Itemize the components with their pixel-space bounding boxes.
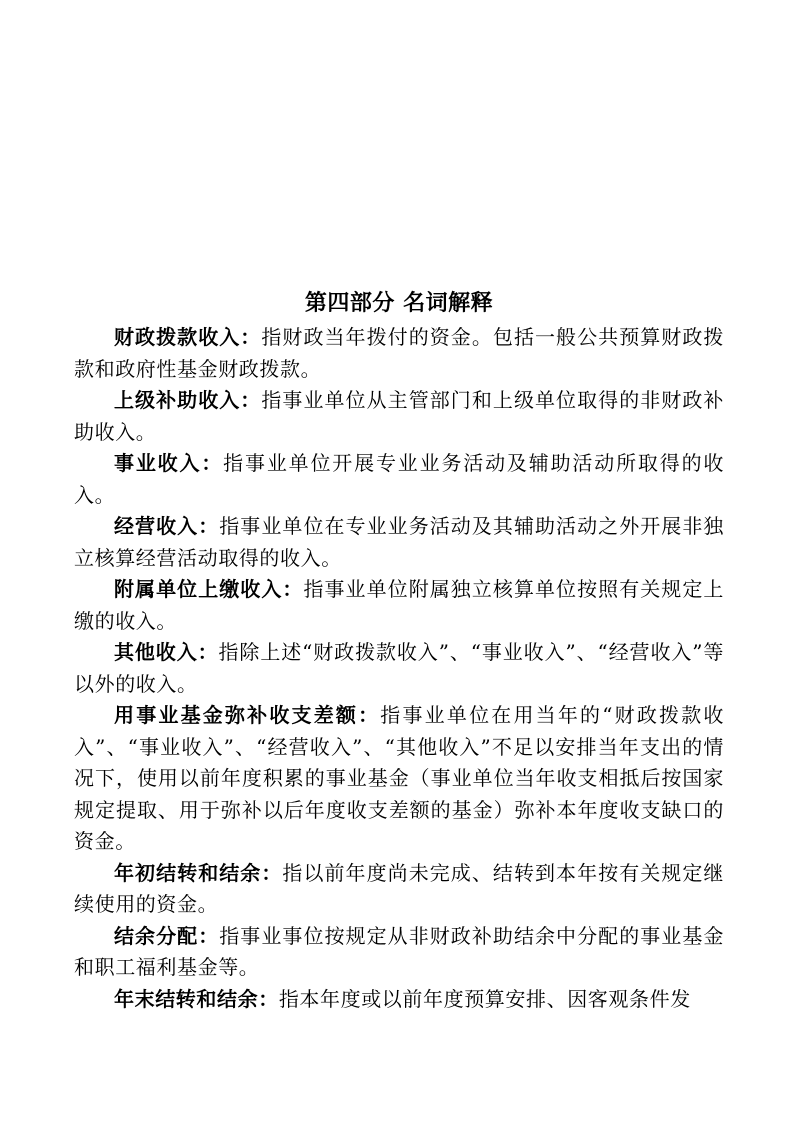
glossary-entry-fiscal-appropriation-income	[74, 322, 724, 385]
glossary-term: 事业收入：	[114, 451, 224, 475]
glossary-definition: 指本年度或以前年度预算安排、因客观条件发	[278, 986, 691, 1011]
glossary-term: 附属单位上缴收入：	[114, 577, 304, 601]
glossary-term: 用事业基金弥补收支差额：	[114, 703, 381, 727]
glossary-term: 年末结转和结余：	[114, 986, 279, 1011]
glossary-entry-operating-income	[74, 511, 724, 574]
glossary-definition: 指除上述“财政拨款收入”、“事业收入”、“经营收入”等以外的收入。	[74, 640, 724, 696]
glossary-entry-business-fund-offset	[74, 700, 724, 858]
glossary-term: 结余分配：	[114, 923, 220, 948]
glossary-definition: 指财政当年拨付的资金。包括一般公共预算财政拨款和政府性基金财政拨款。	[74, 325, 725, 381]
glossary-entry-other-income	[74, 637, 724, 700]
glossary-definition: 指以前年度尚未完成、结转到本年按有关规定继续使用的资金。	[74, 860, 724, 916]
glossary-definition: 指事业单位在用当年的“财政拨款收入”、“事业收入”、“经营收入”、“其他收入”不足以安排当年支出的情况下，使用以前年度积累的事业基金（事业单位当年收支相抵后按国家规定提取、用于弥补以后年度收支差额的基金）弥补本年度收支缺口的资金。	[74, 703, 724, 853]
glossary-definition: 指事业单位附属独立核算单位按照有关规定上缴的收入。	[74, 577, 724, 633]
glossary-entry-surplus-distribution	[74, 921, 724, 984]
glossary-definition: 指事业单位从主管部门和上级单位取得的非财政补助收入。	[74, 388, 725, 444]
page-title: 第四部分 名词解释	[304, 291, 494, 316]
glossary-term: 其他收入：	[114, 640, 219, 664]
glossary-entry-opening-carryover	[74, 858, 724, 921]
glossary-entry-superior-subsidy-income	[74, 385, 724, 448]
glossary-definition: 指事业单位开展专业业务活动及辅助活动所取得的收入。	[74, 451, 724, 507]
glossary-term: 上级补助收入：	[114, 388, 262, 412]
glossary-definition: 指事业单位在专业业务活动及其辅助活动之外开展非独立核算经营活动取得的收入。	[74, 514, 724, 570]
glossary-term: 经营收入：	[114, 514, 220, 538]
glossary-entry-business-income	[74, 448, 724, 511]
glossary-definition: 指事业事位按规定从非财政补助结余中分配的事业基金和职工福利基金等。	[74, 923, 724, 979]
glossary-entry-closing-carryover	[74, 984, 724, 1016]
glossary-entry-affiliated-unit-income	[74, 574, 724, 637]
document-page	[74, 288, 724, 1015]
glossary-term: 财政拨款收入：	[114, 325, 262, 349]
glossary-term: 年初结转和结余：	[114, 860, 283, 885]
